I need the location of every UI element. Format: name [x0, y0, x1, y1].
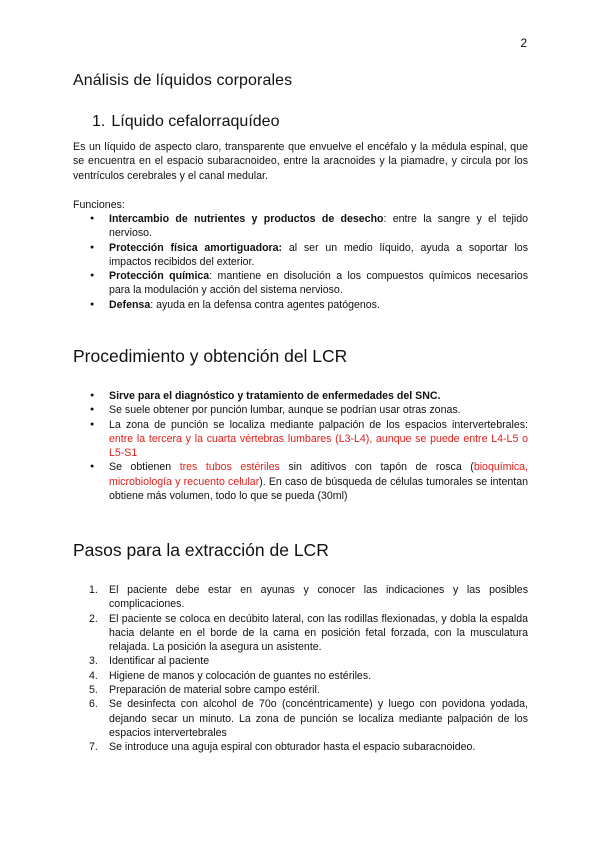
funciones-label: Funciones: — [73, 199, 125, 211]
item-text: Se suele obtener por punción lumbar, aunque se podrían usar otras zonas. — [109, 404, 461, 417]
item-text: : entre la sangre y el tejido nervioso. — [109, 213, 528, 240]
section-3-title: Pasos para la extracción de LCR — [73, 540, 329, 560]
list-item — [73, 403, 528, 417]
list-item — [73, 612, 528, 655]
step-number: 7. — [89, 741, 98, 754]
step-text: El paciente debe estar en ayunas y conocer las indicaciones y las posibles complicaciones. — [109, 584, 528, 611]
step-text: Identificar al paciente — [109, 655, 210, 668]
list-item — [73, 298, 528, 312]
step-text: Se introduce una aguja espiral con obturador hasta el espacio subaracnoideo. — [109, 741, 476, 754]
list-item — [73, 212, 528, 241]
step-text: Preparación de material sobre campo estéril. — [109, 684, 320, 697]
step-number: 4. — [89, 669, 98, 682]
item-text: La zona de punción se localiza mediante palpación de los espacios intervertebrales: — [109, 418, 528, 431]
item-bold: Sirve para el diagnóstico y tratamiento de enfermedades del SNC. — [109, 390, 441, 402]
funciones-list — [73, 212, 528, 312]
item-text: : ayuda en la defensa contra agentes patógenos. — [150, 298, 380, 311]
list-item — [73, 241, 528, 270]
list-item — [73, 654, 528, 668]
step-number: 6. — [89, 698, 98, 711]
section-1-title — [92, 113, 279, 131]
procedimiento-list — [73, 389, 528, 503]
item-text: al ser un medio líquido, ayuda a soportar los impactos recibidos del exterior. — [109, 241, 528, 268]
intro-paragraph: Es un líquido de aspecto claro, transparente que envuelve el encéfalo y la médula espinal, que se encuentra en el espacio subaracnoideo, entre la aracnoides y la piamadre, y circula por los ventrículos cerebrales y el canal medular. — [73, 141, 528, 182]
item-bold: Protección física amortiguadora: — [109, 241, 283, 254]
step-text: Higiene de manos y colocación de guantes no estériles. — [109, 669, 372, 682]
list-item — [73, 460, 528, 503]
step-number: 5. — [89, 684, 98, 697]
list-item — [73, 583, 528, 612]
list-item — [73, 269, 528, 298]
list-item — [73, 683, 528, 697]
item-bold: Defensa — [109, 298, 151, 311]
item-text: Se obtienen — [109, 461, 180, 474]
item-text: : mantiene en disolución a los compuestos químicos necesarios para la modulación y acción del sistema nervioso. — [109, 270, 528, 297]
pasos-list — [73, 583, 528, 755]
list-item — [73, 389, 528, 403]
list-item — [73, 669, 528, 683]
item-bold: Protección química — [109, 270, 210, 283]
step-text: El paciente se coloca en decúbito lateral, con las rodillas flexionadas, y dobla la espalda hacia delante en el borde de la cama en posición fetal forzada, con la musculatura relajada. La posición la asegura un asistente. — [109, 612, 528, 654]
section-2-title: Procedimiento y obtención del LCR — [73, 346, 348, 366]
page-number: 2 — [520, 36, 527, 50]
item-text: sin aditivos con tapón de rosca ( — [279, 461, 474, 474]
section-1-title-text: Líquido cefalorraquídeo — [111, 113, 280, 130]
list-item — [73, 697, 528, 740]
step-number: 3. — [89, 655, 98, 668]
step-text: Se desinfecta con alcohol de 70o (concéntricamente) y luego con povidona yodada, dejando secar un minuto. La zona de punción se localiza mediante palpación de los espacios intervertebrales — [109, 698, 528, 739]
list-item — [73, 740, 528, 754]
item-bold: Intercambio de nutrientes y productos de desecho — [109, 213, 384, 225]
step-number: 1. — [89, 584, 98, 596]
item-text: ). En caso de búsqueda de células tumorales se intentan obtiene más volumen, todo lo que se pueda (30ml) — [109, 475, 528, 503]
section-1-number: 1. — [92, 113, 106, 130]
highlight-text: entre la tercera y la cuarta vértebras lumbares (L3-L4), aunque se puede entre L4-L5 o L5-S1 — [109, 432, 528, 460]
highlight-text: tres tubos estériles — [179, 461, 280, 474]
document-title: Análisis de líquidos corporales — [73, 72, 293, 89]
list-item — [73, 418, 528, 461]
step-number: 2. — [89, 612, 98, 625]
highlight-text: bioquímica, microbiología y recuento celular — [109, 461, 528, 488]
